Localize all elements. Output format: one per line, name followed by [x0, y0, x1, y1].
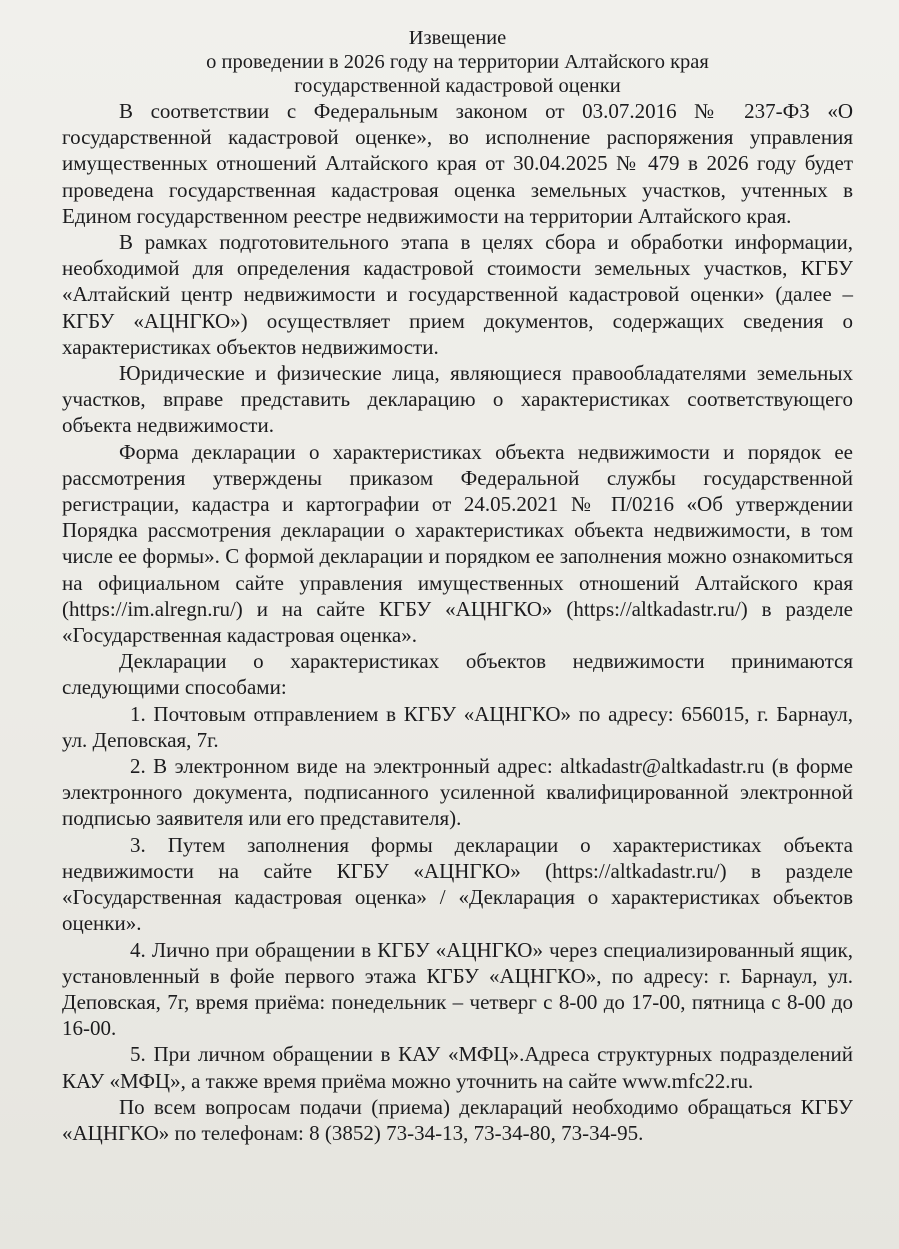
method-text: Путем заполнения формы декларации о характеристиках объекта недвижимости на сайте КГБУ «АЦНГКО» (https://altkadastr.ru/) в разделе «Государственная кадастровая оценка» / «Декларация о характеристиках объектов оценки». — [62, 832, 854, 936]
method-text: В электронном виде на электронный адрес: altkadastr@altkadastr.ru (в форме электронного документа, подписанного усиленной квалифицированной электронной подписью заявителя или его представителя). — [62, 754, 854, 831]
method-text: Почтовым отправлением в КГБУ «АЦНГКО» по адресу: 656015, г. Барнаул, ул. Деповская, 7г. — [62, 701, 853, 752]
method-item-1 — [62, 701, 853, 753]
paragraph-declaration-form: Форма декларации о характеристиках объекта недвижимости и порядок ее рассмотрения утверждены приказом Федеральной службы государственной регистрации, кадастра и картографии от 24.05.2021 № П/0216 «Об утверждении Порядка рассмотрения декларации о характеристиках объекта недвижимости, в том числе ее формы». С формой декларации и порядком ее заполнения можно ознакомиться на официальном сайте управления имущественных отношений Алтайского края (https://im.alregn.ru/) и на сайте КГБУ «АЦНГКО» (https://altkadastr.ru/) в разделе «Государственная кадастровая оценка». — [62, 439, 853, 648]
notice-subtitle-line2: государственной кадастровой оценки — [294, 75, 621, 97]
paragraph-contacts: По всем вопросам подачи (приема) деклараций необходимо обращаться КГБУ «АЦНГКО» по телефонам: 8 (3852) 73-34-13, 73-34-80, 73-34-95. — [62, 1094, 853, 1145]
method-item-3 — [62, 832, 853, 937]
method-item-4 — [62, 937, 853, 1042]
method-item-5 — [62, 1041, 853, 1093]
method-number: 1. — [130, 701, 146, 726]
method-number: 4. — [130, 937, 146, 962]
notice-title: Извещение — [408, 27, 507, 49]
method-number: 2. — [130, 754, 146, 779]
paragraph-preparation-stage: В рамках подготовительного этапа в целях сбора и обработки информации, необходимой для определения кадастровой стоимости земельных участков, КГБУ «Алтайский центр недвижимости и государственной кадастровой оценки» (далее – КГБУ «АЦНГКО») осуществляет прием документов, содержащих сведения о характеристиках объектов недвижимости. — [62, 230, 853, 359]
paragraph-legal-basis: В соответствии с Федеральным законом от 03.07.2016 № 237-ФЗ «О государственной кадастровой оценке», во исполнение распоряжения управления имущественных отношений Алтайского края от 30.04.2025 № 479 в 2026 году будет проведена государственная кадастровая оценка земельных участков, учтенных в Едином государственном реестре недвижимости на территории Алтайского края. — [62, 99, 853, 228]
method-item-2 — [62, 753, 853, 832]
method-number: 5. — [130, 1042, 146, 1067]
method-text: Лично при обращении в КГБУ «АЦНГКО» через специализированный ящик, установленный в фойе первого этажа КГБУ «АЦНГКО», по адресу: г. Барнаул, ул. Деповская, 7г, время приёма: понедельник – четверг с 8-00 до 17-00, пятница с 8-00 до 16-00. — [62, 937, 853, 1041]
notice-subtitle-line1: о проведении в 2026 году на территории Алтайского края — [206, 51, 709, 73]
paragraph-methods-intro: Декларации о характеристиках объектов недвижимости принимаются следующими способами: — [62, 649, 853, 700]
method-number: 3. — [130, 832, 146, 857]
method-text: При личном обращении в КАУ «МФЦ».Адреса структурных подразделений КАУ «МФЦ», а также время приёма можно уточнить на сайте www.mfc22.ru. — [62, 1042, 854, 1093]
paragraph-right-to-declare: Юридические и физические лица, являющиеся правообладателями земельных участков, вправе представить декларацию о характеристиках соответствующего объекта недвижимости. — [62, 361, 853, 438]
